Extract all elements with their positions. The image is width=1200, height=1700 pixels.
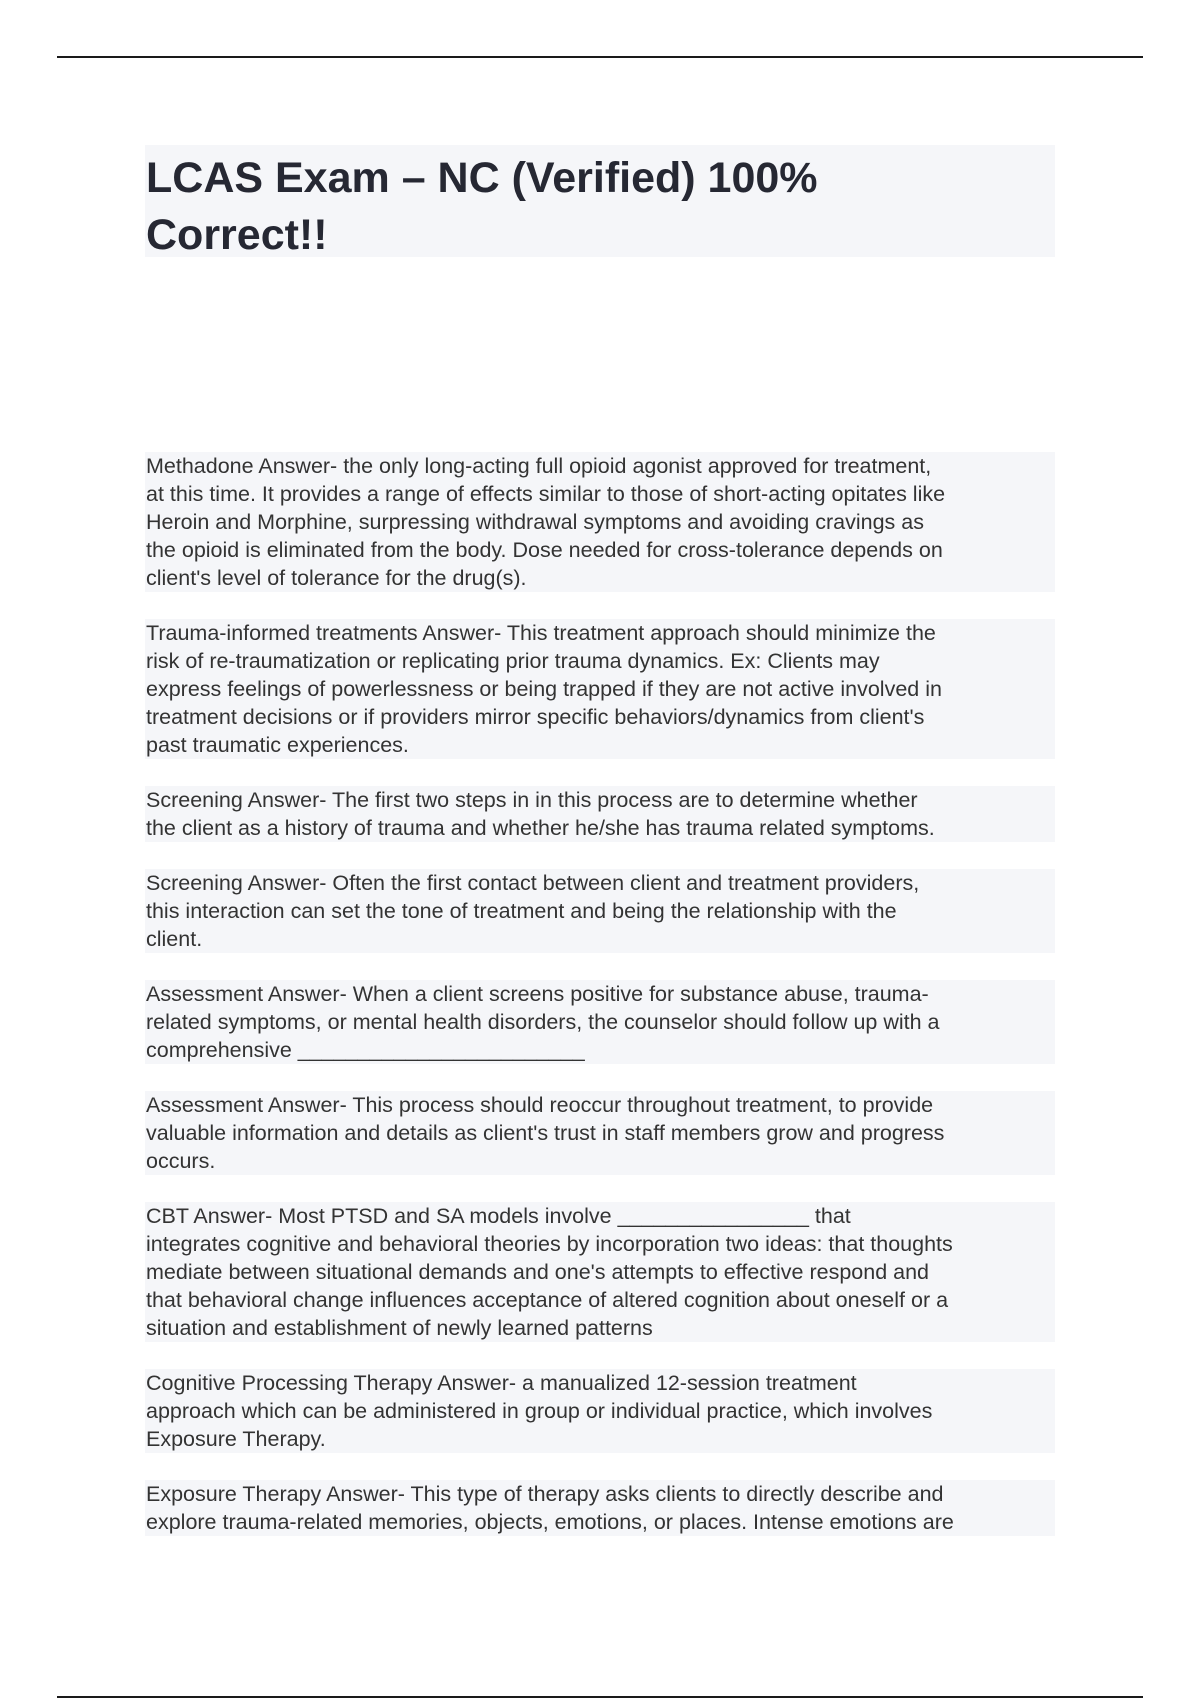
entry-line: integrates cognitive and behavioral theories by incorporation two ideas: that thoughts xyxy=(145,1230,1055,1258)
entry-line: valuable information and details as client's trust in staff members grow and progress xyxy=(145,1119,1055,1147)
entry-line: related symptoms, or mental health disorders, the counselor should follow up with a xyxy=(145,1008,1055,1036)
entry-line: client. xyxy=(145,925,1055,953)
entry-line: client's level of tolerance for the drug(s). xyxy=(145,564,1055,592)
document-body xyxy=(145,452,1055,1563)
entry-assessment-1 xyxy=(145,980,1055,1064)
entry-line: occurs. xyxy=(145,1147,1055,1175)
title-line: Correct!! xyxy=(146,211,328,259)
entry-line: Heroin and Morphine, surpressing withdrawal symptoms and avoiding cravings as xyxy=(145,508,1055,536)
entry-line: Cognitive Processing Therapy Answer- a manualized 12-session treatment xyxy=(145,1369,1055,1397)
entry-cbt xyxy=(145,1202,1055,1342)
entry-line: Exposure Therapy Answer- This type of therapy asks clients to directly describe and xyxy=(145,1480,1055,1508)
entry-line: explore trauma-related memories, objects, emotions, or places. Intense emotions are xyxy=(145,1508,1055,1536)
entry-line: Screening Answer- Often the first contact between client and treatment providers, xyxy=(145,869,1055,897)
entry-line: approach which can be administered in group or individual practice, which involves xyxy=(145,1397,1055,1425)
title-line: LCAS Exam – NC (Verified) 100% xyxy=(146,154,818,202)
entry-line: treatment decisions or if providers mirror specific behaviors/dynamics from client's xyxy=(145,703,1055,731)
entry-line: express feelings of powerlessness or being trapped if they are not active involved in xyxy=(145,675,1055,703)
entry-line: Screening Answer- The first two steps in in this process are to determine whether xyxy=(145,786,1055,814)
entry-line: comprehensive ________________________ xyxy=(145,1036,1055,1064)
entry-line: mediate between situational demands and one's attempts to effective respond and xyxy=(145,1258,1055,1286)
entry-line: Assessment Answer- This process should reoccur throughout treatment, to provide xyxy=(145,1091,1055,1119)
entry-screening-2 xyxy=(145,869,1055,953)
document-title xyxy=(146,150,1046,264)
entry-methadone xyxy=(145,452,1055,592)
entry-line: that behavioral change influences acceptance of altered cognition about oneself or a xyxy=(145,1286,1055,1314)
entry-exposure-therapy xyxy=(145,1480,1055,1536)
bottom-rule xyxy=(57,1696,1143,1698)
entry-line: the opioid is eliminated from the body. Dose needed for cross-tolerance depends on xyxy=(145,536,1055,564)
entry-line: CBT Answer- Most PTSD and SA models involve ________________ that xyxy=(145,1202,1055,1230)
entry-line: Exposure Therapy. xyxy=(145,1425,1055,1453)
entry-line: Methadone Answer- the only long-acting full opioid agonist approved for treatment, xyxy=(145,452,1055,480)
entry-screening-1 xyxy=(145,786,1055,842)
entry-line: this interaction can set the tone of treatment and being the relationship with the xyxy=(145,897,1055,925)
entry-cognitive-processing-therapy xyxy=(145,1369,1055,1453)
entry-line: Assessment Answer- When a client screens positive for substance abuse, trauma- xyxy=(145,980,1055,1008)
entry-line: at this time. It provides a range of effects similar to those of short-acting opitates like xyxy=(145,480,1055,508)
entry-line: risk of re-traumatization or replicating prior trauma dynamics. Ex: Clients may xyxy=(145,647,1055,675)
top-rule xyxy=(57,56,1143,58)
entry-assessment-2 xyxy=(145,1091,1055,1175)
entry-line: Trauma-informed treatments Answer- This treatment approach should minimize the xyxy=(145,619,1055,647)
entry-trauma-informed-treatments xyxy=(145,619,1055,759)
entry-line: situation and establishment of newly learned patterns xyxy=(145,1314,1055,1342)
entry-line: the client as a history of trauma and whether he/she has trauma related symptoms. xyxy=(145,814,1055,842)
entry-line: past traumatic experiences. xyxy=(145,731,1055,759)
